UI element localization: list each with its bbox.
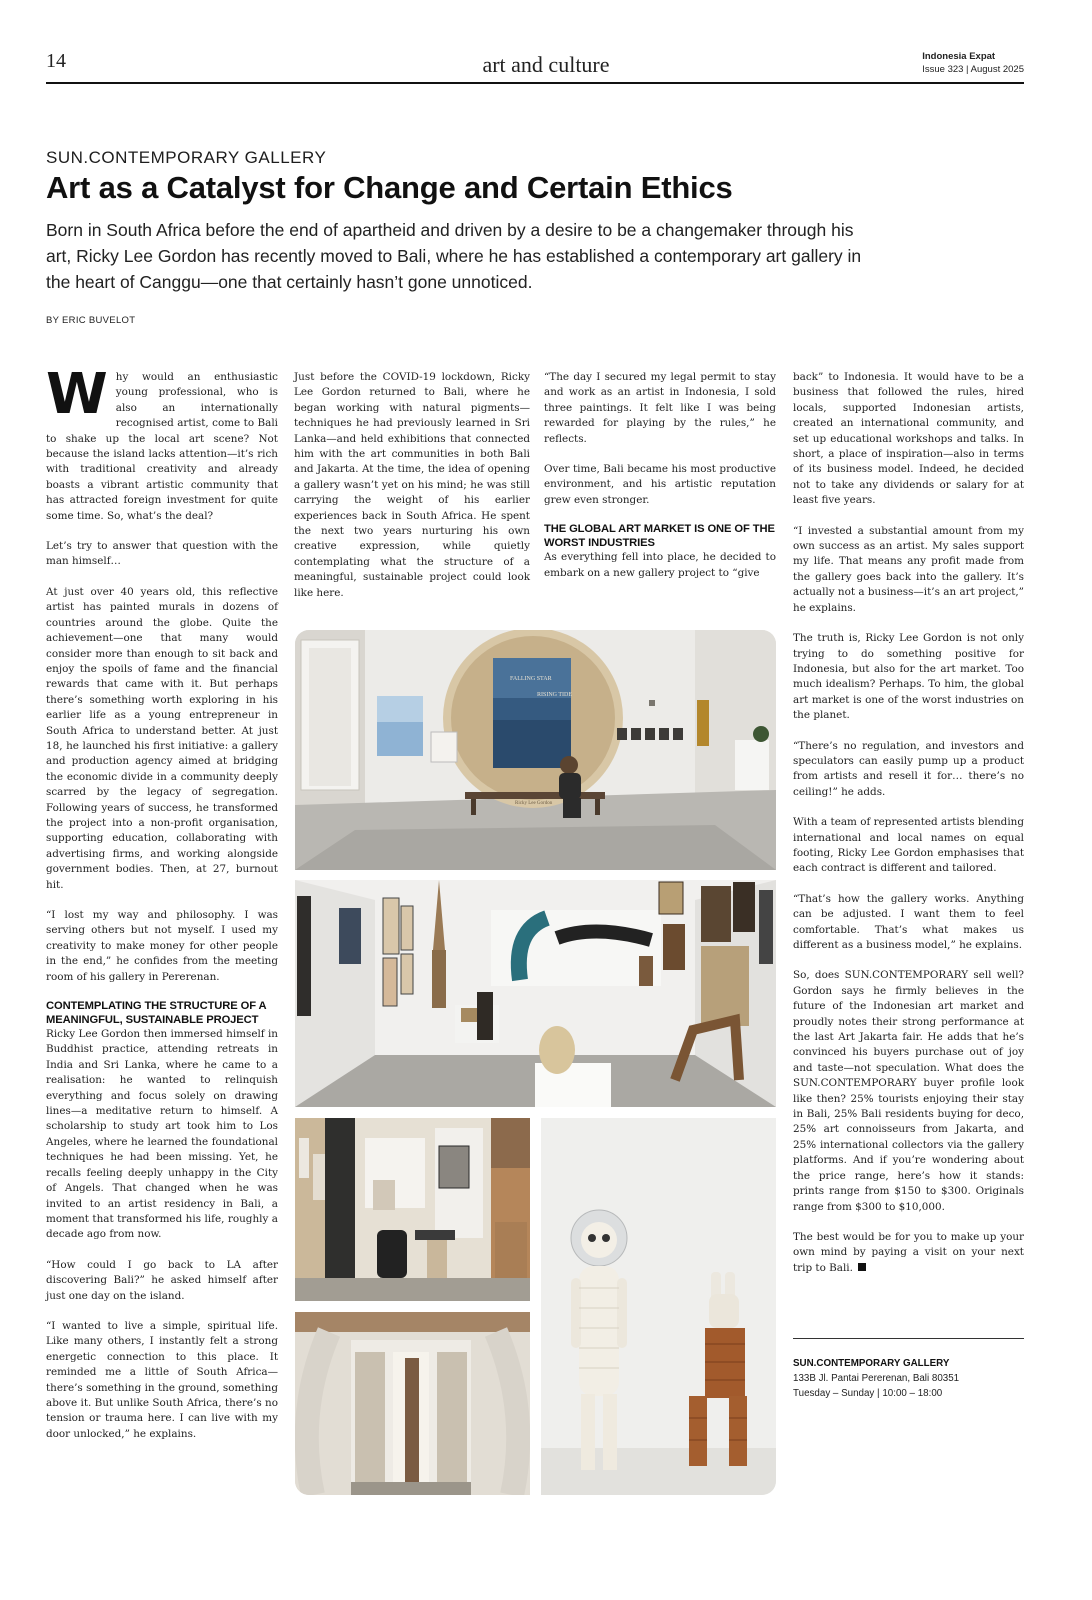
article-byline: BY ERIC BUVELOT (46, 315, 136, 326)
publication-name: Indonesia Expat (922, 51, 996, 62)
info-divider (793, 1338, 1024, 1339)
page-number: 14 (46, 50, 66, 72)
body-paragraph: As everything fell into place, he decided to embark on a new gallery project to “give (544, 551, 776, 579)
body-paragraph: Just before the COVID-19 lockdown, Ricky Lee Gordon returned to Bali, where he began working with natural pigments—techniques he had previously learned in Sri Lanka—and held exhibitions that connected him with the art communities in both Bali and Jakarta. At the time, the idea of opening a gallery wasn’t yet on his mind; he was still carrying the weight of his earlier experiences back in South Africa. He spent the next two years nurturing his own creative expression, while quietly contemplating what the structure of a meaningful, sustainable project could look like here. (294, 371, 530, 599)
text-column-3 (544, 370, 776, 581)
gallery-address: 133B Jl. Pantai Pererenan, Bali 80351 (793, 1373, 960, 1384)
painting-title-line-1: FALLING STAR (510, 676, 552, 682)
quote-paragraph: “I wanted to live a simple, spiritual life. Like many others, I instantly felt a strong energetic connection to this place. It reminded me a little of South Africa—there’s something in the ground, something above it. But unlike South Africa, there’s no tension or trauma here. I can live with my door unlocked,” he explains. (46, 1319, 278, 1440)
sculptures-illustration (541, 1118, 776, 1495)
masthead (922, 50, 1024, 76)
gallery-artist-illustration (295, 630, 776, 870)
article-standfirst: Born in South Africa before the end of apartheid and driven by a desire to be a changemaker through his art, Ricky Lee Gordon has recently moved to Bali, where he has established a contemporary art gallery in the heart of Canggu—one that certainly hasn’t gone unnoticed. (46, 220, 862, 292)
intro-paragraph (46, 362, 278, 524)
body-paragraph: Ricky Lee Gordon then immersed himself in Buddhist practice, attending retreats in India and Sri Lanka, where he came to a realisation: he wanted to relinquish everything and focus solely on drawing lines—a meditative return to himself. A scholarship to study art took him to Los Angeles, where he learned the foundational techniques he had been missing. Yet, he recalls feeling deeply unhappy in the City of Angels. That changed when he was invited to an artist residency in Bali, a moment that transformed his life, roughly a decade ago from now. (46, 1028, 278, 1241)
gallery-name: SUN.CONTEMPORARY GALLERY (793, 1358, 950, 1369)
gallery-lounge-photo (295, 1118, 530, 1301)
end-mark-icon (858, 1263, 866, 1271)
gallery-info-box (793, 1356, 1024, 1401)
article-headline: Art as a Catalyst for Change and Certain Ethics (46, 170, 733, 205)
gallery-hours: Tuesday – Sunday | 10:00 – 18:00 (793, 1388, 943, 1399)
subheading: THE GLOBAL ART MARKET IS ONE OF THE WORST INDUSTRIES (544, 523, 775, 549)
article-kicker: SUN.CONTEMPORARY GALLERY (46, 148, 327, 167)
sculptures-photo (541, 1118, 776, 1495)
drop-cap: W (46, 362, 108, 427)
body-paragraph: The truth is, Ricky Lee Gordon is not only trying to do something positive for Indonesia, but also for the art market. Too much idealism? Perhaps. To him, the global art market is one of the worst industries on the planet. (793, 632, 1024, 722)
closing-paragraph (793, 1230, 1024, 1276)
issue-info: Issue 323 | August 2025 (922, 64, 1024, 75)
body-paragraph: Over time, Bali became his most productive environment, and his artistic reputation grew even stronger. (544, 463, 776, 506)
quote-paragraph: “I invested a substantial amount from my own success as an artist. My sales support my life. That means any profit made from the gallery goes back into the gallery. It’s actually not a business—it’s an art project,” he explains. (793, 524, 1024, 614)
body-paragraph: So, does SUN.CONTEMPORARY sell well? Gordon says he firmly believes in the future of the Indonesian art market and proudly notes their strong performance at the last Art Jakarta fair. He adds that he’s convinced his buyers purchase out of joy and taste—not speculation. What does the SUN.CONTEMPORARY buyer profile look like then? 25% tourists enjoying their stay in Bali, 25% Bali residents buying for deco, 25% art connoisseurs from Jakarta, and 25% international collectors via the gallery platforms. And if you’re wondering about the price range, here’s how it stands: prints range from $150 to $300. Originals range from $300 to $10,000. (793, 969, 1024, 1213)
gallery-lounge-illustration (295, 1118, 530, 1301)
gallery-room-photo (295, 880, 776, 1107)
gallery-room-illustration (295, 880, 776, 1107)
painting-title-line-2: RISING TIDE (537, 692, 573, 698)
body-paragraph: With a team of represented artists blending international and local names on equal footing, Ricky Lee Gordon emphasises that each contract is different and tailored. (793, 816, 1024, 875)
gallery-hallway-photo (295, 1312, 530, 1495)
header-divider (46, 82, 1024, 84)
quote-paragraph: “There’s no regulation, and investors and speculators can easily pump up a product from artists and resell it for… there’s no ceiling!” he adds. (793, 739, 1024, 798)
quote-paragraph: “I lost my way and philosophy. I was serving others but not myself. I used my creativity to make money for other people in the end,” he confides from the meeting room of his gallery in Pererenan. (46, 909, 278, 983)
section-title: art and culture (482, 52, 610, 77)
quote-paragraph: “The day I secured my legal permit to stay and work as an artist in Indonesia, I sold three paintings. It felt like I was being rewarded for playing by the rules,” he reflects. (544, 371, 776, 445)
subheading: CONTEMPLATING THE STRUCTURE OF A MEANINGFUL, SUSTAINABLE PROJECT (46, 1000, 267, 1026)
text-column-4 (793, 370, 1024, 1276)
closing-text: The best would be for you to make up your own mind by paying a visit on your next trip to Bali. (793, 1230, 1024, 1274)
body-paragraph: back” to Indonesia. It would have to be a business that followed the rules, hired locals, supported Indonesian artists, created an international community, and set up educational workshops and talks. In short, a place of inspiration—also in terms of its business model. Indeed, he decided not to take any dividends or salary for at least five years. (793, 371, 1024, 507)
gallery-artist-photo (295, 630, 776, 870)
body-paragraph: At just over 40 years old, this reflective artist has painted murals in dozens of countries around the globe. Quite the achievement—one that many would consider more than enough to sit back and enjoy the spoils of fame and the financial rewards that came with it. But perhaps there’s something worth exploring in his earlier life as a young entrepreneur in South Africa to understand better. At just 18, he launched his first initiative: a gallery and production agency aimed at bridging the economic divide in a community deeply scarred by the legacy of segregation. Following years of success, he transformed the project into a non-profit organisation, supporting education, collaborating with advertising firms, and working alongside government bodies. Then, at 27, burnout hit. (46, 585, 278, 891)
text-column-2 (294, 370, 530, 601)
gallery-hallway-illustration (295, 1312, 530, 1495)
text-column-1 (46, 362, 278, 1442)
quote-paragraph: “How could I go back to LA after discovering Bali?” he asked himself after just one day on the island. (46, 1258, 278, 1302)
intro-text: hy would an enthusiastic young professional, who is also an internationally recognised artist, come to Bali to shake up the local art scene? Not because the island lacks attention—it’s rich with traditional creativity and already boasts a vibrant artistic community that has attracted foreign investment for quite some time. So, what’s the deal? (46, 371, 278, 522)
body-paragraph: Let’s try to answer that question with the man himself… (46, 540, 278, 568)
painting-signature: Ricky Lee Gordon (515, 801, 553, 806)
quote-paragraph: “That’s how the gallery works. Anything can be adjusted. I want them to feel comfortable. That’s what makes us different as a business model,” he explains. (793, 892, 1024, 951)
